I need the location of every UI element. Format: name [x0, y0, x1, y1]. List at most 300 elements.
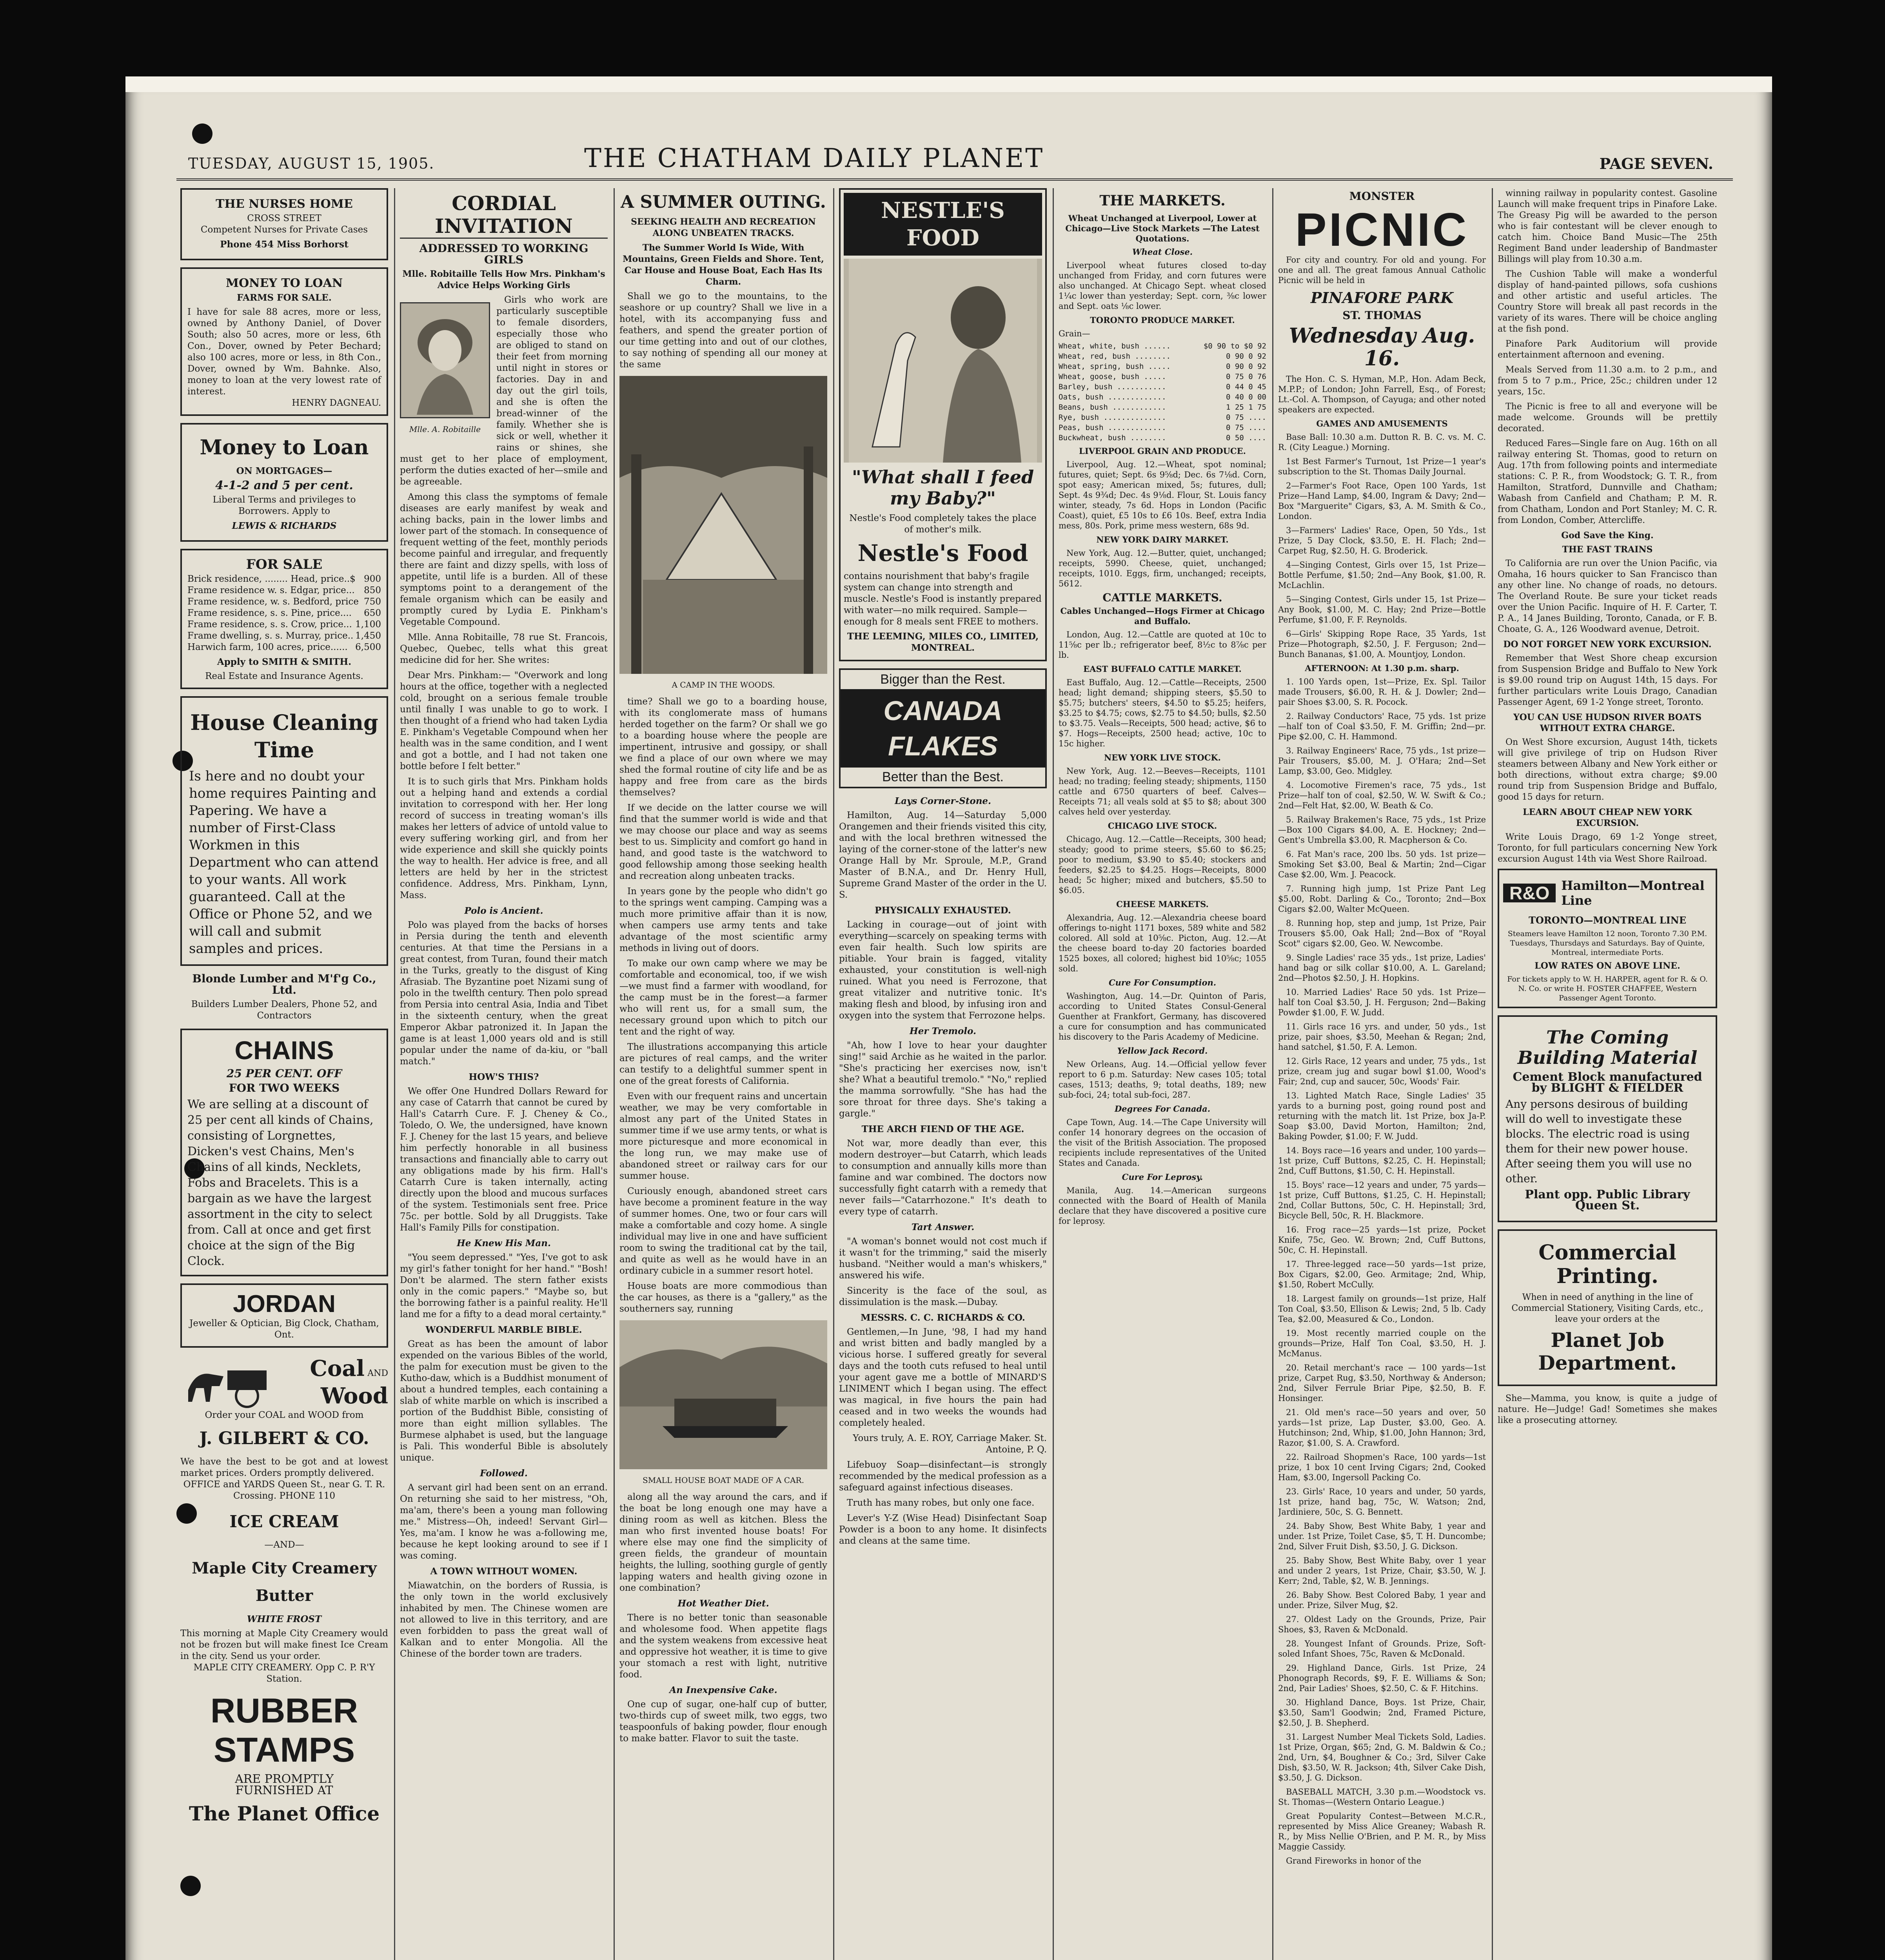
- ad-signature: HENRY DAGNEAU.: [292, 398, 381, 408]
- games-list: [1278, 432, 1486, 659]
- article-headline: NEW YORK DAIRY MARKET.: [1096, 535, 1229, 544]
- list-cell: 1 25 1 75: [1226, 403, 1266, 412]
- ad-agent: For tickets apply to W. H. HARPER, agent for R. & O. N. Co. or write H. FOSTER CHAFFEE, Western Passenger Agent Toronto.: [1507, 975, 1708, 1002]
- article-paragraph: "Ah, how I love to hear your daughter sing!" said Archie as he waited in the parlor. "She's practicing her exercises now, isn't she? What a beautiful tremolo." "No," replied the mamma sorrowfully. "She has had the sore throat for three days. She's taking a gargle.": [839, 1040, 1047, 1119]
- article-headline: Tart Answer.: [911, 1222, 975, 1232]
- article-paragraph: Polo was played from the backs of horses in Persia during the tenth and eleventh centuries. At that time the Persians in a great contest, from Turan, found their match in the Turks, greatly to the disgust of King Afrasiab. The Byzantine poet Nizami sung of polo in the twelfth century. Then polo spread from Persia into central Asia, India and Tibet in the sixteenth century, when the great Emperor Akbar patronized it. In Japan the game is at least 1,000 years old and is still popular under the name of da-kiu, or "ball match.": [400, 920, 608, 1067]
- article-paragraph: In years gone by the people who didn't go to the springs went camping. Camping was a much more primitive affair than it is now, when campers use army tents and take advantage of the most scientific army methods in living out of doors.: [619, 886, 827, 953]
- ad-title: Money to Loan: [200, 436, 369, 459]
- list-cell: 0 90 0 92: [1226, 352, 1266, 361]
- ad-rates: LOW RATES ON ABOVE LINE.: [1535, 961, 1680, 971]
- torn-edge-top: [125, 76, 1772, 92]
- picnic-park: PINAFORE PARK: [1310, 289, 1454, 307]
- article-paragraph: 12. Girls Race, 12 years and under, 75 yds., 1st prize, cream jug and sugar bowl $1.00, Wood's Fair; 2nd, cup and saucer, 50c, Woods' Fair.: [1278, 1056, 1486, 1086]
- house-boat-image: [619, 1320, 827, 1469]
- ad-line: Jeweller & Optician, Big Clock, Chatham, Ont.: [189, 1318, 379, 1340]
- ad-line: ON MORTGAGES—: [236, 466, 332, 476]
- article-paragraph: 15. Boys' race—12 years and under, 75 yards—1st prize, Cuff Buttons, $1.25, C. H. Hepinstall; 2nd, Collar Buttons, 50c, C. H. Hepinstall; 3rd, Bicycle Bell, 50c, R. H. Blackmore.: [1278, 1180, 1486, 1220]
- ad-title: CHAINS: [234, 1036, 334, 1065]
- list-row: [1059, 412, 1266, 423]
- article-paragraph: The illustrations accompanying this article are pictures of real camps, and the writer can testify to a delightful summer spent in one of the great forests of California.: [619, 1042, 827, 1086]
- ad-bottom: Better than the Best.: [882, 769, 1004, 784]
- list-row: [1059, 341, 1266, 351]
- article-paragraph: 8. Running hop, step and jump, 1st Prize, Pair Trousers $5.00, Oak Hall; 2nd—Box of "Royal Scot" cigars $2.00, Geo. W. Newcombe.: [1278, 918, 1486, 948]
- grain-label: Grain—: [1059, 329, 1090, 338]
- article-headline: Her Tremolo.: [909, 1026, 977, 1036]
- article-paragraph: 29. Highland Dance, Girls. 1st Prize, 24 Phonograph Records, $9, F. E. Williams & Son; 2nd, Pair Ladies' Shoes, $2.50, C. & F. Hitchins.: [1278, 1663, 1486, 1693]
- article-headline: An Inexpensive Cake.: [669, 1685, 777, 1695]
- article-paragraph: 27. Oldest Lady on the Grounds, Prize, Pair Shoes, $3, Raven & McDonald.: [1278, 1615, 1486, 1634]
- list-cell: 0 75 ....: [1226, 423, 1266, 432]
- article-headline: CHICAGO LIVE STOCK.: [1108, 821, 1217, 831]
- list-row: [1059, 433, 1266, 443]
- article-paragraph: 6. Fat Man's race, 200 lbs. 50 yds. 1st prize—Smoking Set $3.00, Beal & Martin; 2nd—Cigar Case $2.00, Wm. J. Peacock.: [1278, 849, 1486, 879]
- r-and-o-logo: R&O: [1503, 884, 1556, 902]
- article-headline: YOU CAN USE HUDSON RIVER BOATS WITHOUT EXTRA CHARGE.: [1513, 712, 1702, 733]
- for-sale-list: [187, 573, 381, 653]
- ad-body: Is here and no doubt your home requires Painting and Papering. We have a number of First-Class Workmen in this Department who can attend to your wants. All work guaranteed. Call at the Office or Phone 52, and we will call and submit samples and prices.: [189, 768, 379, 956]
- ad-maker: Cement Block manufactured by BLIGHT & FIELDER: [1513, 1070, 1702, 1095]
- article-paragraph: 25. Baby Show, Best White Baby, over 1 year and under 2 years, 1st Prize, Chair, $3.50, W. J. Kerr; 2nd, Table, $2, W. B. Jennings.: [1278, 1556, 1486, 1586]
- article-paragraph: New Orleans, Aug. 14.—Official yellow fever report to 6 p.m. Saturday: New cases 105; total cases, 1513; deaths, 9; total deaths, 189; new sub-foci, 24; total sub-foci, 287.: [1059, 1060, 1266, 1100]
- ad-line: TORONTO—MONTREAL LINE: [1528, 915, 1686, 926]
- ad-street: CROSS STREET: [247, 213, 321, 223]
- list-cell: 6,500: [355, 642, 381, 652]
- ad-signature: MAPLE CITY CREAMERY. Opp C. P. R'Y Station.: [193, 1662, 375, 1684]
- list-cell: 650: [364, 608, 381, 618]
- article-paragraph: She—Mamma, you know, is quite a judge of nature. He—Judge! Gad! Sometimes she makes like a prosecuting attorney.: [1498, 1394, 1717, 1425]
- article-paragraph: "A woman's bonnet would not cost much if it wasn't for the trimming," said the miserly husband. "Neither would a man's whiskers," answered his wife.: [839, 1236, 1047, 1281]
- jordan-ad: [180, 1283, 388, 1348]
- article-paragraph: 3. Railway Engineers' Race, 75 yds., 1st prize—Pair Trousers, $5.00, M. J. O'Hara; 2nd—Set Lamp, $3.00, Geo. Midgley.: [1278, 746, 1486, 776]
- article-paragraph: winning railway in popularity contest. Gasoline Launch will make frequent trips in Pinafore Lake. The Greasy Pig will be awarded to the person who is fair contestant will be clever enough to catch him. Choice Band Music—The 25th Regiment Band under leadership of Bandmaster Billings will play from 10.30 a.m.: [1498, 189, 1717, 264]
- ad-department: Planet Job Department.: [1538, 1328, 1677, 1374]
- list-row: [187, 585, 381, 596]
- article-paragraph: Shall we go to the mountains, to the seashore or up country? Shall we live in a hotel, with its accompanying fuss and feathers, and spend the greater portion of our time getting into and out of our clothes, to say nothing of spending all our money at the same: [619, 291, 827, 370]
- camp-illustration: [619, 376, 827, 674]
- ad-top: Bigger than the Rest.: [880, 672, 1006, 687]
- masthead: [173, 143, 1737, 174]
- column-markets: [1059, 188, 1266, 1960]
- article-headline: LIVERPOOL GRAIN AND PRODUCE.: [1079, 446, 1246, 456]
- portrait-image: [400, 302, 490, 418]
- list-cell: Rye, bush ..............: [1059, 413, 1166, 422]
- article-paragraph: 19. Most recently married couple on the grounds—Prize, Half Ton Coal, $3.50, H. J. McManus.: [1278, 1328, 1486, 1358]
- ad-and: —AND—: [264, 1540, 304, 1550]
- ad-line: ARE PROMPTLY: [235, 1772, 334, 1786]
- mortgage-loan-ad: [180, 423, 388, 542]
- list-cell: Oats, bush .............: [1059, 393, 1166, 401]
- article-deck: Mlle. Robitaille Tells How Mrs. Pinkham's Advice Helps Working Girls: [402, 269, 605, 290]
- article-paragraph: 26. Baby Show. Best Colored Baby, 1 year and under. Prize, Silver Mug, $2.: [1278, 1590, 1486, 1610]
- ad-title: The Coming Building Material: [1517, 1027, 1698, 1068]
- article-paragraph: To California are run over the Union Pacific, via Omaha, 16 hours quicker to San Francisco than any other line. No change of roads, no detours. The Overland Route. Be sure your ticket reads over the Union Pacific. Inquire of H. F. Carter, T. P. A., 14 Janes Building, Toronto, Canada, or F. B. Choate, G. A., 126 Woodward avenue, Detroit.: [1498, 559, 1717, 634]
- list-cell: Barley, bush ...........: [1059, 383, 1166, 391]
- article-paragraph: Remember that West Shore cheap excursion from Suspension Bridge and Buffalo to New York is $9.00 round trip on August 14th, 15 days. For further particulars write Louis Drago, Canadian Passenger Agent, 69 1-2 Yonge street, Toronto.: [1498, 653, 1717, 707]
- article-headline: Polo is Ancient.: [464, 906, 543, 916]
- article-paragraph: London, Aug. 12.—Cattle are quoted at 10c to 11⅝c per lb.; refrigerator beef, 8½c to 8⅞c per lb.: [1059, 630, 1266, 660]
- newspaper-page: [125, 76, 1772, 1960]
- horse-cart-icon: [180, 1355, 271, 1410]
- article-paragraph: 4—Singing Contest, Girls over 15, 1st Prize—Bottle Perfume, $1.50; 2nd—Any Book, $1.00, R. McLachlin.: [1278, 560, 1486, 590]
- article-paragraph: BASEBALL MATCH, 3.30 p.m.—Woodstock vs. St. Thomas—(Western Ontario League.): [1278, 1787, 1486, 1807]
- list-cell: $0 90 to $0 92: [1203, 342, 1266, 350]
- list-cell: 0 44 0 45: [1226, 383, 1266, 391]
- list-row: [187, 619, 381, 630]
- ad-title: House Cleaning Time: [190, 710, 378, 762]
- article-paragraph: Truth has many robes, but only one face.: [847, 1498, 1035, 1508]
- ad-line: Builders Lumber Dealers, Phone 52, and Contractors: [191, 999, 378, 1021]
- ad-body: Any persons desirous of building will do well to investigate these blocks. The electric road is using them for their new power house. After seeing them you will use no other.: [1505, 1098, 1692, 1185]
- list-cell: Frame residence, s. s. Crow, price...: [187, 619, 352, 630]
- article-paragraph: Lifebuoy Soap—disinfectant—is strongly recommended by the medical profession as a safeguard against infectious diseases.: [839, 1460, 1047, 1493]
- ad-offer: 25 PER CENT. OFF: [226, 1067, 342, 1080]
- picnic-title: PICNIC: [1295, 203, 1469, 256]
- chains-ad: [180, 1029, 388, 1276]
- article-paragraph: 10. Married Ladies' Race 50 yds. 1st Prize—half ton Coal $3.50, J. H. Ferguson; 2nd—Baking Powder $1.00, F. W. Judd.: [1278, 987, 1486, 1017]
- ad-office: The Planet Office: [189, 1802, 380, 1825]
- list-cell: Buckwheat, bush ........: [1059, 434, 1166, 442]
- article-headline: MESSRS. C. C. RICHARDS & CO.: [861, 1312, 1025, 1323]
- list-row: [1059, 351, 1266, 361]
- list-cell: 900: [364, 574, 381, 584]
- article-paragraph: Curiously enough, abandoned street cars have become a prominent feature in the way of summer homes. One, two or four cars will make a comfortable and cozy home. A single individual may live in one and have sufficient room to swing the traditional cat by the tail, and quite as well as he would have in an ordinary cubicle in a summer resort hotel.: [619, 1186, 827, 1276]
- ad-duration: FOR TWO WEEKS: [229, 1082, 340, 1094]
- ad-body: When in need of anything in the line of Commercial Stationery, Visiting Cards, etc., leave your orders at the: [1511, 1292, 1703, 1324]
- article-paragraph: Liverpool, Aug. 12.—Wheat, spot nominal; futures, quiet; Sept. 6s 9⅝d; Dec. 6s 7⅛d. Corn, spot easy; American mixed, 5s; futures, dull; Sept. 4s 9¾d; Dec. 4s 9⅛d. Flour, St. Louis fancy winter, steady, 7s 6d. Hops in London (Pacific Coast), quiet, £5 10s to £6 10s. Beef, extra India mess, 80s. Pork, prime mess western, 68s 9d.: [1059, 460, 1266, 530]
- list-cell: Wheat, white, bush ......: [1059, 342, 1171, 350]
- article-paragraph: 24. Baby Show, Best White Baby, 1 year and under. 1st Prize, Toilet Case, $5, T. H. Duncombe; 2nd, Silver Fruit Dish, $3.50, J. G. Dickson.: [1278, 1521, 1486, 1551]
- article-paragraph: Gentlemen,—In June, '98, I had my hand and wrist bitten and badly mangled by a vicious horse. I suffered greatly for several days and the tooth cuts refused to heal until your agent gave me a bottle of MINARD'S LINIMENT which I began using. The effect was magical, in five hours the pain had ceased and in two weeks the wounds had completely healed.: [839, 1327, 1047, 1428]
- article-deck: The Summer World Is Wide, With Mountains, Green Fields and Shore. Tent, Car House and House Boat, Each Has Its Charm.: [623, 243, 824, 287]
- ad-frost: WHITE FROST: [247, 1614, 322, 1624]
- article-headline: Cure For Leprosy.: [1122, 1172, 1203, 1182]
- article-paragraph: Lever's Y-Z (Wise Head) Disinfectant Soap Powder is a boon to any home. It disinfects and cleans at the same time.: [839, 1513, 1047, 1546]
- article-headline: Hot Weather Diet.: [677, 1598, 769, 1609]
- list-cell: Frame residence, s. s. Pine, price....: [187, 608, 352, 618]
- article-paragraph: Lacking in courage—out of joint with everything—scarcely on speaking terms with even fair health. Such low spirits are pitiable. Your brain is fagged, vitality exhausted, your constitution is well-nigh ruined. What you need is Ferrozone, that great vitalizer and nutritive tonic. It's making flesh and blood, by infusing iron and oxygen into the system that Ferrozone helps.: [839, 920, 1047, 1021]
- article-headline: CORDIAL INVITATION: [400, 192, 608, 239]
- column-ads-right: [1498, 188, 1717, 1960]
- list-row: [1059, 382, 1266, 392]
- article-paragraph: 13. Lighted Match Race, Single Ladies' 35 yards to a burning post, going round post and returning with the match lit. 1st Prize, box Ja-P. Soap $3.00, David Morton, Hamilton; 2nd, Baking Powder, $1.00; F. W. Judd.: [1278, 1091, 1486, 1141]
- article-headline: CATTLE MARKETS.: [1102, 591, 1222, 604]
- ad-quote: "What shall I feed my Baby?": [852, 466, 1034, 509]
- article-paragraph: The Hon. C. S. Hyman, M.P., Hon. Adam Beck, M.P.P.; of London; John Farrell, Esq., of Forest; Lt.-Col. A. Thompson, of Cayuga; and other noted speakers are expected.: [1278, 374, 1486, 414]
- article-headline: Wheat Close.: [1132, 247, 1193, 257]
- list-row: [187, 608, 381, 619]
- article-headline: THE ARCH FIEND OF THE AGE.: [861, 1124, 1024, 1134]
- article-headline: Lays Corner-Stone.: [894, 796, 992, 806]
- article-paragraph: 22. Railroad Shopmen's Race, 100 yards—1st prize, 1 box 10 cent Irving Cigars; 2nd, Cooked Ham, $3.00, Ingersoll Packing Co.: [1278, 1452, 1486, 1482]
- column-cordial-invitation: [400, 188, 608, 1960]
- article-headline: A TOWN WITHOUT WOMEN.: [430, 1566, 577, 1577]
- list-cell: Brick residence, ........ Head, price..$: [187, 574, 356, 584]
- column-picnic: [1278, 188, 1486, 1960]
- article-headline: NEW YORK LIVE STOCK.: [1104, 753, 1221, 762]
- article-paragraph: Write Louis Drago, 69 1-2 Yonge street, Toronto, for full particulars concerning New York excursion August 14th via West Shore Railroad.: [1498, 832, 1717, 864]
- column-rule: [1053, 188, 1054, 1960]
- article-paragraph: East Buffalo, Aug. 12.—Cattle—Receipts, 2500 head; light demand; shipping steers, $5.50 to $5.75; butchers' steers, $4.50 to $5.25; heifers, $3.25 to $4.75; cows, $2.75 to $4.50; bulls, $2.50 to $3.75. Veals—Receipts, 500 head; active, $6 to $7. Hogs—Receipts, 2500 head; active, 10c to 15c higher.: [1059, 678, 1266, 748]
- portrait: [400, 297, 490, 441]
- article-paragraph: One cup of sugar, one-half cup of butter, two-thirds cup of sweet milk, two eggs, two teaspoonfuls of baking powder, flour enough to make batter. Flavor to suit the taste.: [619, 1699, 827, 1744]
- issue-date: TUESDAY, AUGUST 15, 1905.: [188, 155, 435, 172]
- ad-line: Competent Nurses for Private Cases: [200, 225, 368, 235]
- list-cell: Frame residence w. s. Edgar, price...: [187, 585, 355, 595]
- ad-title-wood: Wood: [320, 1383, 388, 1409]
- ad-line: Nestle's Food completely takes the place of mother's milk.: [849, 513, 1037, 535]
- article-paragraph: New York, Aug. 12.—Beeves—Receipts, 1101 head; no trading; feeling steady; shipments, 1150 cattle and 6750 quarters of beef. Calves—Receipts 71; all veals sold at $5 to $8; about 300 calves held over yesterday.: [1059, 766, 1266, 817]
- list-cell: 0 40 0 00: [1226, 393, 1266, 401]
- masthead-rule: [176, 178, 1733, 181]
- article-headline: Degrees For Canada.: [1114, 1104, 1211, 1114]
- list-cell: 0 50 ....: [1226, 434, 1266, 442]
- letter-signature: Yours truly, A. E. ROY, Carriage Maker. St. Antoine, P. Q.: [853, 1433, 1047, 1455]
- article-paragraph: 7. Running high jump, 1st Prize Pant Leg $5.00, Robt. Darling & Co., Toronto; 2nd—Box Cigars $2.00, Walter McQueen.: [1278, 884, 1486, 914]
- article-paragraph: 1st Best Farmer's Turnout, 1st Prize—1 year's subscription to the St. Thomas Daily Journal.: [1278, 457, 1486, 476]
- article-paragraph: Pinafore Park Auditorium will provide entertainment afternoon and evening.: [1498, 339, 1717, 360]
- article-paragraph: Meals Served from 11.30 a.m. to 2 p.m., and from 5 to 7 p.m., Price, 25c.; children under 12 years, 15c.: [1498, 365, 1717, 397]
- ad-agents: Real Estate and Insurance Agents.: [205, 671, 363, 681]
- ad-title: THE NURSES HOME: [216, 197, 353, 211]
- grain-price-list: [1059, 341, 1266, 443]
- ad-title: Coal: [310, 1356, 365, 1381]
- list-cell: 850: [364, 585, 381, 595]
- list-cell: 0 75 0 76: [1226, 372, 1266, 381]
- article-headline: A SUMMER OUTING.: [620, 192, 826, 212]
- column-rule: [1272, 188, 1273, 1960]
- article-paragraph: time? Shall we go to a boarding house, with its conglomerate mass of humans herded together on the farm? Or shall we go to a boarding house where the people are impertinent, intrusive and gossipy, or shall we find a place of our own where we may shed the formal routine of city life and be as happy and free from care as the birds themselves?: [619, 697, 827, 798]
- ad-body: Liberal Terms and privileges to Borrowers. Apply to: [212, 495, 356, 516]
- article-paragraph: The Picnic is free to all and everyone will be made welcome. Grounds will be prettily decorated.: [1498, 402, 1717, 434]
- list-row: [1059, 392, 1266, 402]
- article-paragraph: There is no better tonic than seasonable and wholesome food. When appetite flags and the system weakens from excessive heat and oppressive hot weather, it is time to give your stomach a rest with light, nutritive food.: [619, 1613, 827, 1680]
- article-headline: AFTERNOON: At 1.30 p.m. sharp.: [1305, 663, 1459, 673]
- article-paragraph: 5. Railway Brakemen's Race, 75 yds., 1st Prize—Box 100 Cigars $4.00, A. E. Hockney; 2nd—Gent's Umbrella $3.00, R. Macpherson & Co.: [1278, 815, 1486, 845]
- column-ads-left: [180, 188, 388, 1960]
- ad-body: I have for sale 88 acres, more or less, owned by Anthony Daniel, of Dover South; also 50 acres, more or less, 6th Con., Dover, owned by Peter Bechard; also 100 acres, more or less, in 8th Con., Dover, owned by Wm. Bahnke. Also, money to loan at the very lowest rate of interest.: [187, 307, 381, 397]
- article-paragraph: Among this class the symptoms of female diseases are early manifest by weak and aching backs, pain in the lower limbs and lower part of the stomach. In consequence of frequent wetting of the feet, monthly periods become painful and irregular, and frequently there are faint and dizzy spells, with loss of appetite, until life is a burden. All of these symptoms point to a derangement of the female organism which can be easily and promptly cured by Lydia E. Pinkham's Vegetable Compound.: [400, 492, 608, 627]
- list-row: [187, 596, 381, 608]
- newspaper-title: THE CHATHAM DAILY PLANET: [584, 143, 1044, 173]
- column-rule: [614, 188, 615, 1960]
- list-row: [1059, 361, 1266, 372]
- article-paragraph: 18. Largest family on grounds—1st prize, Half Ton Coal, $3.50, Ellison & Lewis; 2nd, 5 lb. Cady Tea, $2.00, Measured & Co., London.: [1278, 1294, 1486, 1324]
- article-paragraph: For city and country. For old and young. For one and all. The great famous Annual Catholic Picnic will be held in: [1278, 255, 1486, 285]
- ad-subtitle: FARMS FOR SALE.: [237, 292, 332, 303]
- mother-and-stork-image: [849, 259, 1037, 463]
- article-paragraph: 6—Girls' Skipping Rope Race, 35 Yards, 1st Prize—Photograph, $2.50, J. F. Ferguson; 2nd—Bunch Bananas, $1.00, A. Mountjoy, London.: [1278, 629, 1486, 659]
- ad-body: This morning at Maple City Creamery would not be frozen but will make finest Ice Cream in the city. Send us your order.: [180, 1628, 388, 1661]
- article-subheadline: ADDRESSED TO WORKING GIRLS: [419, 242, 588, 266]
- article-headline: Followed.: [480, 1468, 528, 1479]
- article-paragraph: 30. Highland Dance, Boys. 1st Prize, Chair, $3.50, Sam'l Goodwin; 2nd, Framed Picture, $2.50, J. B. Shepherd.: [1278, 1698, 1486, 1728]
- article-paragraph: Grand Fireworks in honor of the: [1286, 1856, 1422, 1866]
- article-paragraph: Base Ball: 10.30 a.m. Dutton R. B. C. vs. M. C. R. (City League.) Morning.: [1278, 432, 1486, 452]
- nurses-home-ad: [180, 188, 388, 260]
- list-row: [187, 573, 381, 585]
- ad-title: Hamilton—Montreal Line: [1561, 878, 1705, 908]
- house-cleaning-ad: [180, 696, 388, 966]
- portrait-caption: Mlle. A. Robitaille: [409, 425, 481, 434]
- picnic-day: Wednesday Aug. 16.: [1289, 324, 1475, 370]
- rubber-stamps-ad: [180, 1691, 388, 1828]
- article-paragraph: A servant girl had been sent on an errand. On returning she said to her mistress, "Oh, ma'am, there's been a young man following me." Mistress—Oh, indeed! Servant Girl—Yes, ma'am. I know he was a-following me, because he kept looking around to see if I was coming.: [400, 1483, 608, 1561]
- ad-company: THE LEEMING, MILES CO., LIMITED, MONTREAL.: [847, 631, 1039, 653]
- list-cell: 0 75 ....: [1226, 413, 1266, 422]
- ad-title: CANADA FLAKES: [841, 689, 1045, 768]
- article-paragraph: If we decide on the latter course we will find that the summer world is wide and that we may choose our place and way as seems best to us. Simplicity and comfort go hand in hand, and good taste is the watchword to good fellowship among those seeking health and recreation along unbeaten tracks.: [619, 803, 827, 881]
- ad-body: We have the best to be got and at lowest market prices. Orders promptly delivered.: [180, 1457, 388, 1478]
- commercial-printing-ad: [1498, 1229, 1717, 1386]
- article-paragraph: We offer One Hundred Dollars Reward for any case of Catarrh that cannot be cured by Hall's Catarrh Cure. F. J. Cheney & Co., Toledo, O. We, the undersigned, have known F. J. Cheney for the last 15 years, and believe him perfectly honorable in all business transactions and financially able to carry out any obligations made by his firm. Hall's Catarrh Cure is taken internally, acting directly upon the blood and mucous surfaces of the system. Testimonials sent free. Price 75c. per bottle. Sold by all Druggists. Take Hall's Family Pills for constipation.: [400, 1086, 608, 1233]
- list-cell: 1,100: [355, 619, 381, 630]
- article-paragraph: Cape Town, Aug. 14.—The Cape University will confer 14 honorary degrees on the occasion of the visit of the British Association. The proposed recipients include representatives of the United States and Canada.: [1059, 1118, 1266, 1168]
- article-paragraph: 17. Three-legged race—50 yards—1st prize, Box Cigars, $2.00, Geo. Armitage; 2nd, Whip, $1.50, Robert McCully.: [1278, 1259, 1486, 1289]
- list-cell: Harwich farm, 100 acres, price......: [187, 642, 348, 652]
- page-number: PAGE SEVEN.: [1599, 155, 1713, 172]
- ad-office: OFFICE and YARDS Queen St., near G. T. R. Crossing. PHONE 110: [183, 1479, 385, 1501]
- article-paragraph: It is to such girls that Mrs. Pinkham holds out a helping hand and extends a cordial invitation to correspond with her. Her long record of success in treating woman's ills makes her letters of advice of untold value to every suffering working girl, and from her wide experience and skill she quickly points the way to health. Her advice is free, and all letters are held by her in the strictest confidence. Address, Mrs. Pinkham, Lynn, Mass.: [400, 777, 608, 900]
- article-body: [619, 696, 827, 1315]
- ad-phone: Phone 454 Miss Borhorst: [220, 239, 349, 250]
- woman-portrait-icon: [401, 303, 489, 415]
- article-paragraph: Miawatchin, on the borders of Russia, is the only town in the world exclusively inhabited by men. The Chinese women are not allowed to live in this territory, and are even forbidden to pass the great wall of Kalkan and to enter Mongolia. All the Chinese of the border town are traders.: [400, 1581, 608, 1659]
- article-subheadline: Cables Unchanged—Hogs Firmer at Chicago and Buffalo.: [1060, 606, 1265, 626]
- houseboat-illustration: [619, 1320, 827, 1469]
- list-cell: Wheat, goose, bush .....: [1059, 372, 1166, 381]
- list-row: [1059, 423, 1266, 433]
- binding-hole: [192, 123, 212, 144]
- money-to-loan-farms-ad: [180, 267, 388, 416]
- ad-location: Plant opp. Public Library Queen St.: [1525, 1188, 1690, 1212]
- article-paragraph: along all the way around the cars, and if the boat be long enough one may have a dining room as well as kitchen. Bless the man who first invented house boats! For where else may one find the simplicity of green fields, the grandeur of mountain heights, the lulling, soothing gurgle of gently lapping waters and health giving ozone in one combination?: [619, 1492, 827, 1593]
- picnic-monster: MONSTER: [1349, 190, 1415, 203]
- article-paragraph: 1. 100 Yards open, 1st—Prize, Ex. Spl. Tailor made Trousers, $6.00, R. H. & J. Dowler; 2nd—pair Shoes $3.00, S. R. Pocock.: [1278, 677, 1486, 707]
- ad-title: Commercial Printing.: [1538, 1241, 1676, 1288]
- article-paragraph: On West Shore excursion, August 14th, tickets will give privilege of trip on Hudson River steamers between Albany and New York either or both directions, without extra charge; $9.00 round trip from Suspension Bridge and Buffalo, good 15 days for return.: [1498, 737, 1717, 802]
- r-and-o-line-ad: [1498, 869, 1717, 1008]
- list-cell: Frame dwelling, s. s. Murray, price..: [187, 631, 354, 641]
- ice-cream-ad: [180, 1508, 388, 1685]
- list-cell: Wheat, red, bush ........: [1059, 352, 1171, 361]
- ad-title: RUBBER STAMPS: [210, 1691, 358, 1769]
- ad-line: Order your COAL and WOOD from: [205, 1410, 364, 1420]
- list-row: [187, 630, 381, 642]
- list-cell: Beans, bush ............: [1059, 403, 1166, 412]
- list-row: [1059, 402, 1266, 412]
- article-paragraph: Sincerity is the face of the soul, as dissimulation is the mask.—Dubay.: [839, 1286, 1047, 1307]
- ad-rate: 4-1-2 and 5 per cent.: [215, 479, 353, 492]
- article-paragraph: 28. Youngest Infant of Grounds. Prize, Soft-soled Infant Shoes, 75c, Raven & McDonald.: [1278, 1639, 1486, 1659]
- article-headline: PHYSICALLY EXHAUSTED.: [875, 905, 1011, 916]
- article-headline: Yellow Jack Record.: [1117, 1046, 1208, 1056]
- article-paragraph: 21. Old men's race—50 years and over, 50 yards—1st prize, Lap Duster, $3.00, Geo. A. Hutchinson; 2nd, Whip, $1.00, John Hannon; 3rd, Razor, $1.00, S. A. Crawford.: [1278, 1408, 1486, 1448]
- article-paragraph: House boats are more commodious than the car houses, as there is a "gallery," as the southerners say, running: [619, 1281, 827, 1314]
- ad-butter: Maple City Creamery Butter: [192, 1559, 377, 1605]
- ad-body: contains nourishment that baby's fragile system can change into strength and muscle. Nestle's Food is instantly prepared with water—no milk required. Sample—enough for 8 meals sent FREE to mothers.: [844, 571, 1042, 627]
- ad-body: Steamers leave Hamilton 12 noon, Toronto 7.30 P.M. Tuesdays, Thursdays and Saturdays. Bay of Quinte, Montreal, intermediate Ports.: [1507, 929, 1707, 957]
- article-paragraph: 14. Boys race—16 years and under, 100 yards—1st prize, Cuff Buttons, $2.25, C. H. Hepinstall; 2nd, Cuff Buttons, $1.50, C. H. Hepinstall.: [1278, 1146, 1486, 1176]
- article-headline: THE MARKETS.: [1099, 192, 1226, 209]
- article-headline: Cure For Consumption.: [1108, 978, 1217, 987]
- article-paragraph: Dear Mrs. Pinkham:— "Overwork and long hours at the office, together with a neglected cold, brought on a serious female trouble until finally I was unable to go to work. I then thought of a friend who had taken Lydia E. Pinkham's Vegetable Compound when her health was in the same condition, and I went and got a bottle, and I had not taken one bottle before I felt better.": [400, 670, 608, 771]
- afternoon-events-list: [1278, 677, 1486, 1783]
- article-headline: THE FAST TRAINS: [1562, 544, 1653, 555]
- closing-line: God Save the King.: [1561, 530, 1654, 541]
- ad-apply: Apply to SMITH & SMITH.: [217, 657, 352, 667]
- article-paragraph: To make our own camp where we may be comfortable and economical, too, if we wish—we must find a farmer with woodland, for the camp must be in the forest—a farmer who will rent us, for a small sum, the necessary ground upon which to pitch our tent and the right of way.: [619, 958, 827, 1037]
- ad-title: ICE CREAM: [229, 1512, 339, 1531]
- article-paragraph: Alexandria, Aug. 12.—Alexandria cheese board offerings to-night 1171 boxes, 589 white and 582 colored. All sold at 10⅝c. Picton, Aug. 12.—At the cheese board to-day 20 factories boarded 1525 boxes, all colored; highest bid 10⅝c; 1055 sold.: [1059, 913, 1266, 973]
- ad-title: MONEY TO LOAN: [225, 276, 343, 290]
- article-paragraph: Liverpool wheat futures closed to-day unchanged from Friday, and corn futures were also unchanged. At Chicago Sept. wheat closed 1¼c lower than yesterday; Sept. corn, ⅜c lower and Sept. oats ⅛c lower.: [1059, 261, 1266, 311]
- camp-in-woods-image: [619, 376, 827, 674]
- picnic-place: ST. THOMAS: [1342, 309, 1422, 322]
- article-paragraph: Washington, Aug. 14.—Dr. Quinton of Paris, according to United States Consul-General Guenther at Frankfort, Germany, has discovered a cure for consumption and has communicated his discovery to the Paris Academy of Medicine.: [1059, 991, 1266, 1042]
- article-headline: LEARN ABOUT CHEAP NEW YORK EXCURSION.: [1523, 807, 1692, 828]
- nestle-illustration: [844, 259, 1042, 463]
- article-paragraph: Even with our frequent rains and uncertain weather, we may be very comfortable in almost any part of the United States in summer time if we use army tents, or what is more picturesque and more economical in the long run, we may make use of abandoned street or railway cars for our summer house.: [619, 1091, 827, 1181]
- nestles-food-ad: [839, 188, 1047, 661]
- list-cell: Peas, bush .............: [1059, 423, 1166, 432]
- blonde-lumber-ad: [180, 973, 388, 1022]
- article-paragraph: 4. Locomotive Firemen's race, 75 yds., 1st Prize—half ton of coal, $2.50, W. W. Swift & Co.; 2nd—Felt Hat, $2.00, W. Beath & Co.: [1278, 780, 1486, 810]
- ad-line: FURNISHED AT: [235, 1784, 333, 1797]
- article-paragraph: 16. Frog race—25 yards—1st prize, Pocket Knife, 75c, Geo. W. Brown; 2nd, Cuff Buttons, 50c, C. H. Hepinstall.: [1278, 1225, 1486, 1255]
- column-rule: [394, 188, 395, 1960]
- article-paragraph: 23. Girls' Race, 10 years and under, 50 yards, 1st prize, hand bag, 75c, W. Watson; 2nd, Jardiniere, 50c, S. G. Bennett.: [1278, 1487, 1486, 1517]
- ad-body: We are selling at a discount of 25 per cent all kinds of Chains, consisting of Lorgnettes, Dicken's vest Chains, Men's Chains of all kinds, Necklets, Fobs and Bracelets. This is a bargain as we have the largest assortment in the city to select from. Call at once and get first choice at the sign of the Big Clock.: [187, 1098, 374, 1268]
- for-sale-ad: [180, 549, 388, 689]
- article-paragraph: "You seem depressed." "Yes, I've got to ask my girl's father tonight for her hand." "Bosh! Don't be alarmed. The stern father exists only in the comic papers." "Maybe so, but the borrowing father is a painful reality. He'll land me for a fifty to a dead moral certainty.": [400, 1252, 608, 1319]
- article-paragraph: 9. Single Ladies' race 35 yds., 1st prize, Ladies' hand bag or silk collar $10.00, A. L. Gareland; 2nd—Photos $2.50, J. H. Hopkins.: [1278, 953, 1486, 983]
- article-paragraph: New York, Aug. 12.—Butter, quiet, unchanged; receipts, 5990. Cheese, quiet, unchanged; receipts, 1010. Eggs, firm, unchanged; receipts, 5612.: [1059, 548, 1266, 588]
- ad-firm: LEWIS & RICHARDS: [232, 521, 337, 531]
- list-cell: 1,450: [355, 631, 381, 641]
- article-headline: GAMES AND AMUSEMENTS: [1316, 419, 1448, 428]
- ad-firm: J. GILBERT & CO.: [199, 1428, 369, 1448]
- list-cell: 750: [364, 597, 381, 607]
- ad-title: FOR SALE: [246, 557, 323, 572]
- article-paragraph: Great Popularity Contest—Between M.C.R., represented by Miss Alice Greaney; Wabash R. R., by Miss Nellie O'Brien, and P. M. R., by Miss Maggie Cassidy.: [1278, 1811, 1486, 1851]
- list-cell: Frame residence, w. s. Bedford, price: [187, 597, 359, 607]
- column-rule: [1492, 188, 1493, 1960]
- article-paragraph: Chicago, Aug. 12.—Cattle—Receipts, 300 head; steady; good to prime steers, $5.60 to $6.25; poor to medium, $3.90 to $5.40; stockers and feeders, $2.25 to $4.25. Hogs—Receipts, 8000 head; 5c higher; mixed and butchers, $5.50 to $6.05.: [1059, 835, 1266, 895]
- article-paragraph: 31. Largest Number Meal Tickets Sold, Ladies. 1st Prize, Organ, $65; 2nd, G. M. Baldwin & Co.; 2nd, Urn, $4, Boughner & Co.; 3rd, Silver Cake Dish, $3.50, W. R. Jackson; 4th, Silver Cake Dish, $3.50, J. G. Dickson.: [1278, 1732, 1486, 1782]
- article-paragraph: 5—Singing Contest, Girls under 15, 1st Prize—Any Book, $1.00, M. C. Hay; 2nd Prize—Bottle Perfume, $1.00, F. F. Reynolds.: [1278, 595, 1486, 624]
- article-headline: WONDERFUL MARBLE BIBLE.: [425, 1325, 582, 1335]
- column-nestle-misc: [839, 188, 1047, 1960]
- article-paragraph: Not war, more deadly than ever, this modern destroyer—but Catarrh, which leads to consumption and annually kills more than famine and war combined. The doctors now successfully fight catarrh with a remedy that never fails—"Catarrhozone." It's death to every type of catarrh.: [839, 1138, 1047, 1217]
- article-paragraph: 2—Farmer's Foot Race, Open 100 Yards, 1st Prize—Hand Lamp, $4.00, Ingram & Davy; 2nd—Box "Marguerite" Cigars, $3, A. M. Smith & Co., London.: [1278, 481, 1486, 521]
- ad-product: Nestle's Food: [857, 540, 1028, 566]
- list-row: [187, 642, 381, 653]
- article-headline: HOW'S THIS?: [469, 1072, 539, 1082]
- article-headline: DO NOT FORGET NEW YORK EXCURSION.: [1503, 639, 1712, 650]
- article-paragraph: Girls who work are particularly susceptible to female disorders, especially those who are obliged to stand on their feet from morning until night in stores or factories. Day in and day out the girl toils, and she is often the bread-winner of the family. Whether she is sick or well, whether it rains or shines, she must get to her place of employment, perform the duties exacted of her—smile and be agreeable.: [400, 295, 608, 487]
- column-rule: [833, 188, 834, 1960]
- list-row: [1059, 372, 1266, 382]
- ad-title: NESTLE'S FOOD: [844, 193, 1042, 256]
- article-headline: EAST BUFFALO CATTLE MARKET.: [1083, 664, 1242, 674]
- article-paragraph: 11. Girls race 16 yrs. and under, 50 yds., 1st prize, pair shoes, $3.50, Meehan & Regan; 2nd, hand satchel, $1.50, F. A. Lemon.: [1278, 1022, 1486, 1052]
- cement-block-ad: [1498, 1015, 1717, 1222]
- ad-and: AND: [367, 1368, 388, 1378]
- article-headline: CHEESE MARKETS.: [1116, 899, 1209, 909]
- list-cell: 0 90 0 92: [1226, 362, 1266, 371]
- article-headline: TORONTO PRODUCE MARKET.: [1090, 315, 1235, 325]
